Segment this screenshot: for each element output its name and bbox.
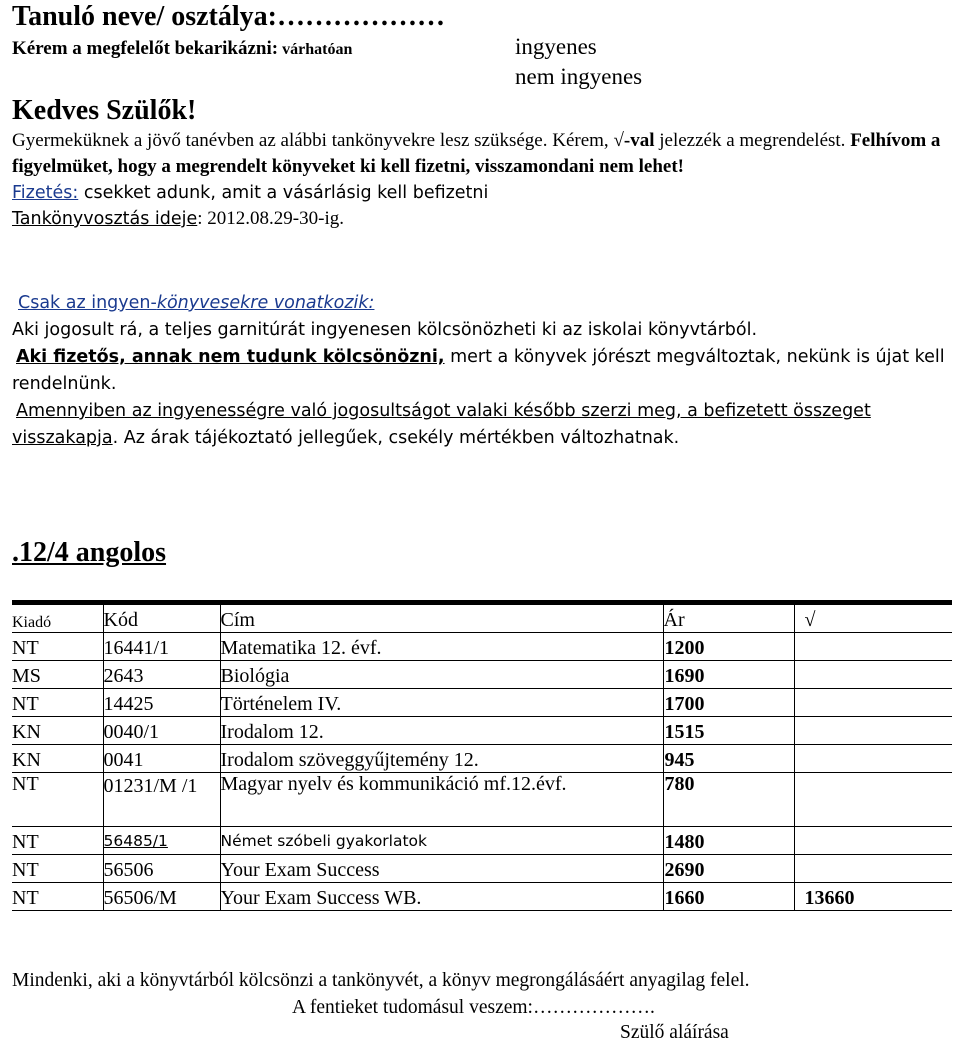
row-check-total[interactable] [794, 689, 952, 717]
row-price: 1660 [663, 883, 794, 911]
row-code: 01231/M /1 [103, 773, 220, 827]
row-code: 0041 [103, 745, 220, 773]
row-price: 1480 [663, 827, 794, 855]
table-row [12, 717, 952, 745]
notice-heading [18, 293, 374, 313]
row-publisher: KN [12, 717, 103, 745]
row-publisher: NT [12, 773, 103, 827]
row-code: 0040/1 [103, 717, 220, 745]
table-row [12, 633, 952, 661]
notice-heading-a: Csak az ingyen- [18, 293, 157, 313]
table-row [12, 661, 952, 689]
row-publisher: MS [12, 661, 103, 689]
row-price: 1690 [663, 661, 794, 689]
option-free[interactable]: ingyenes [515, 34, 597, 59]
row-code: 14425 [103, 689, 220, 717]
notice-line1: Aki jogosult rá, a teljes garnitúrát ingyenesen kölcsönözheti ki az iskolai könyvtárból. [12, 320, 758, 340]
option-paid[interactable]: nem ingyenes [515, 64, 643, 89]
notice-heading-b: könyvesekre vonatkozik: [156, 293, 375, 313]
table-row [12, 855, 952, 883]
table-row [12, 827, 952, 855]
greeting: Kedves Szülők! [12, 95, 197, 126]
row-code: 2643 [103, 661, 220, 689]
header-title: Cím [220, 604, 663, 633]
checkmark-instruction: √-val [613, 130, 655, 151]
row-code: 56485/1 [103, 827, 220, 855]
row-publisher: KN [12, 745, 103, 773]
row-title: Irodalom 12. [220, 717, 663, 745]
letter-line1b: jelezzék a megrendelést. [654, 130, 851, 151]
row-check-total[interactable] [794, 717, 952, 745]
row-publisher: NT [12, 689, 103, 717]
instruction-text: Kérem a megfelelőt bekarikázni: [12, 38, 279, 59]
row-code: 56506 [103, 855, 220, 883]
class-title: .12/4 angolos [12, 537, 167, 568]
row-check-total[interactable] [794, 745, 952, 773]
distribution-label: Tankönyvosztás ideje [12, 209, 198, 229]
row-publisher: NT [12, 633, 103, 661]
row-check-total[interactable] [794, 773, 952, 827]
row-title: Your Exam Success [220, 855, 663, 883]
row-price: 2690 [663, 855, 794, 883]
row-price: 1200 [663, 633, 794, 661]
table-row [12, 883, 952, 911]
student-name-field: Tanuló neve/ osztálya:……………… [12, 1, 445, 32]
header-code: Kód [103, 604, 220, 633]
distribution-text: : 2012.08.29-30-ig. [197, 208, 344, 229]
header-price: Ár [663, 604, 794, 633]
payment-warning: Felhívom a figyelmüket, hogy a megrendelt könyveket ki kell fizetni, visszamondani nem lehet! [12, 130, 941, 177]
notice-line3-rest: . Az árak tájékoztató jellegűek, csekély mértékben változhatnak. [112, 428, 680, 448]
row-title: Matematika 12. évf. [220, 633, 663, 661]
row-publisher: NT [12, 883, 103, 911]
row-check-total[interactable] [794, 661, 952, 689]
row-check-total[interactable] [794, 633, 952, 661]
book-table [12, 604, 952, 911]
row-publisher: NT [12, 855, 103, 883]
circle-instruction [12, 38, 352, 60]
row-check-total[interactable] [794, 827, 952, 855]
row-price: 780 [663, 773, 794, 827]
notice-line3: Amennyiben az ingyenességre való jogosultságot valaki később szerzi meg, a befizetett összeget visszakapja [12, 401, 871, 448]
row-price: 1700 [663, 689, 794, 717]
row-publisher: NT [12, 827, 103, 855]
table-row [12, 773, 952, 827]
row-title: Biológia [220, 661, 663, 689]
liability-note: Mindenki, aki a könyvtárból kölcsönzi a tankönyvét, a könyv megrongálásáért anyagilag felel. [12, 970, 750, 991]
parent-signature-label: Szülő aláírása [620, 1022, 729, 1043]
row-check-total[interactable]: 13660 [794, 883, 952, 911]
header-check: √ [794, 604, 952, 633]
row-check-total[interactable] [794, 855, 952, 883]
letter-body [12, 128, 942, 232]
row-title: Your Exam Success WB. [220, 883, 663, 911]
payment-label: Fizetés: [12, 183, 79, 203]
letter-line1: Gyermeküknek a jövő tanévben az alábbi tankönyvekre lesz szüksége. Kérem, [12, 130, 614, 151]
table-row [12, 745, 952, 773]
notice-line2: mert a könyvek jórészt megváltoztak, nekünk is újat kell rendelnünk. [12, 347, 945, 394]
payment-text: csekket adunk, amit a vásárlásig kell befizetni [83, 183, 489, 203]
table-row [12, 689, 952, 717]
row-title: Magyar nyelv és kommunikáció mf.12.évf. [220, 773, 663, 827]
row-code: 56506/M [103, 883, 220, 911]
row-price: 945 [663, 745, 794, 773]
row-title: Német szóbeli gyakorlatok [220, 827, 663, 855]
row-title: Történelem IV. [220, 689, 663, 717]
header-publisher: Kiadó [12, 604, 103, 633]
row-price: 1515 [663, 717, 794, 745]
row-code: 16441/1 [103, 633, 220, 661]
acknowledgement-line: A fentieket tudomásul veszem:………………. [292, 997, 655, 1018]
table-header [12, 604, 952, 633]
instruction-note: várhatóan [282, 41, 353, 58]
notice [12, 290, 952, 452]
notice-line2-bold: Aki fizetős, annak nem tudunk kölcsönözni, [16, 347, 445, 367]
row-title: Irodalom szöveggyűjtemény 12. [220, 745, 663, 773]
